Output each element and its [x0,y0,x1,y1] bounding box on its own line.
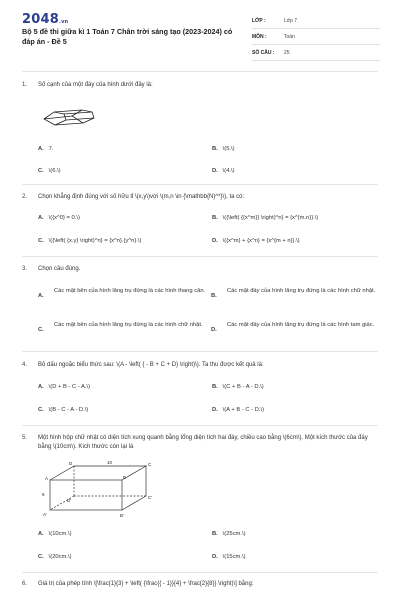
option-b[interactable]: B. Các mặt đáy của hình lăng trụ đứng là các hình chữ nhật. [211,288,376,299]
vertex-label: A [45,476,49,481]
option-a[interactable]: A. \({x^0} = 0.\) [38,215,80,221]
site-logo[interactable]: 2048.vn [22,12,69,27]
question-4 [22,361,378,373]
meta-key: MÔN : [252,33,267,40]
option-a[interactable]: A. Các mặt bên của hình lăng trụ đứng là các hình thang cân. [38,288,206,299]
question-text: Số cạnh của một đáy của hình dưới đây là: [38,82,153,88]
meta-key: SỐ CÂU : [252,49,275,56]
option-c[interactable]: C. Các mặt bên của hình lăng trụ đứng là các hình chữ nhật. [38,322,203,333]
question-number: 1. [22,82,28,88]
meta-row-count [252,45,380,61]
vertex-label: C' [148,495,153,500]
question-number: 2. [22,194,28,200]
meta-panel [252,13,380,61]
divider [22,71,378,72]
question-text: Chọn khẳng định đúng với số hữu tỉ \(x,y\)với \(m,n \in {\mathbb{N}^*}\), ta có: [38,194,245,200]
option-b[interactable]: B. \({\left( {{x^m}} \right)^n} = {x^{m.n}}.\) [212,215,319,221]
vertex-label: B [123,475,127,480]
question-text: Bỏ dấu ngoặc biểu thức sau: \(A - \left( { - B + C + D} \right)\). Ta thu được kết quả là: [38,362,264,368]
meta-value: 25 [284,49,290,56]
box-figure [38,458,156,522]
prism-figure [40,105,98,133]
question-number: 3. [22,266,28,272]
option-b[interactable]: B. \(5.\) [212,146,235,152]
question-2 [22,193,378,205]
vertex-label: B' [120,513,124,518]
option-d[interactable]: D. \(A + B - C - D.\) [212,407,265,413]
question-text: Một hình hộp chữ nhật có diện tích xung quanh bằng tổng diện tích hai đáy, chiều cao bằng \(6cm\). Một kích thước của đáy bằng \(10cm\). Kích thước còn lại là [38,435,368,450]
option-c[interactable]: C. \(B - C - A - D.\) [38,407,89,413]
question-5 [22,434,378,458]
option-c[interactable]: C. \(20cm.\) [38,554,72,560]
divider [22,351,378,352]
question-6 [22,580,378,592]
vertex-label: C [148,462,152,467]
question-text: Giá trị của phép tính \[\frac{1}{3} + \left( {\frac{{ - 1}}{4} + \frac{2}{8}} \right)\] bằng: [38,581,254,587]
meta-value: Toán [284,33,295,40]
question-3 [22,265,378,277]
divider [22,425,378,426]
vertex-label: D' [67,498,72,503]
option-a[interactable]: A. \(D + B - C - A.\) [38,384,91,390]
option-a[interactable]: A. 7. [38,146,54,152]
option-d[interactable]: D. \(4.\) [212,168,235,174]
option-c[interactable]: C. \({\left( {x.y} \right)^n} = {x^n}.{y^n}.\) [38,238,142,244]
question-text: Chọn câu đúng. [38,266,81,272]
height-label: 6 [42,492,45,497]
divider [22,572,378,573]
vertex-label: A' [43,512,47,517]
meta-key: LỚP : [252,17,266,24]
page-title: Bộ 5 đề thi giữa kì 1 Toán 7 Chân trời sáng tạo (2023-2024) có đáp án - Đề 5 [22,27,233,46]
meta-row-subject [252,29,380,45]
divider [22,256,378,257]
option-b[interactable]: B. \(25cm.\) [212,531,246,537]
question-number: 4. [22,362,28,368]
question-number: 5. [22,435,28,441]
meta-value: Lớp 7 [284,17,298,24]
option-b[interactable]: B. \(C + B - A - D.\) [212,384,264,390]
meta-row-class [252,13,380,29]
option-d[interactable]: D. \({x^m} + {x^n} = {x^{m + n}}.\) [212,238,300,244]
option-c[interactable]: C. \(6.\) [38,168,61,174]
option-d[interactable]: D. \(15cm.\) [212,554,246,560]
length-label: 10 [107,460,113,465]
question-number: 6. [22,581,28,587]
option-d[interactable]: D. Các mặt đáy của hình lăng trụ đứng là các hình tam giác. [211,322,375,333]
option-a[interactable]: A. \(10cm.\) [38,531,72,537]
divider [22,184,378,185]
vertex-label: D [69,461,73,466]
